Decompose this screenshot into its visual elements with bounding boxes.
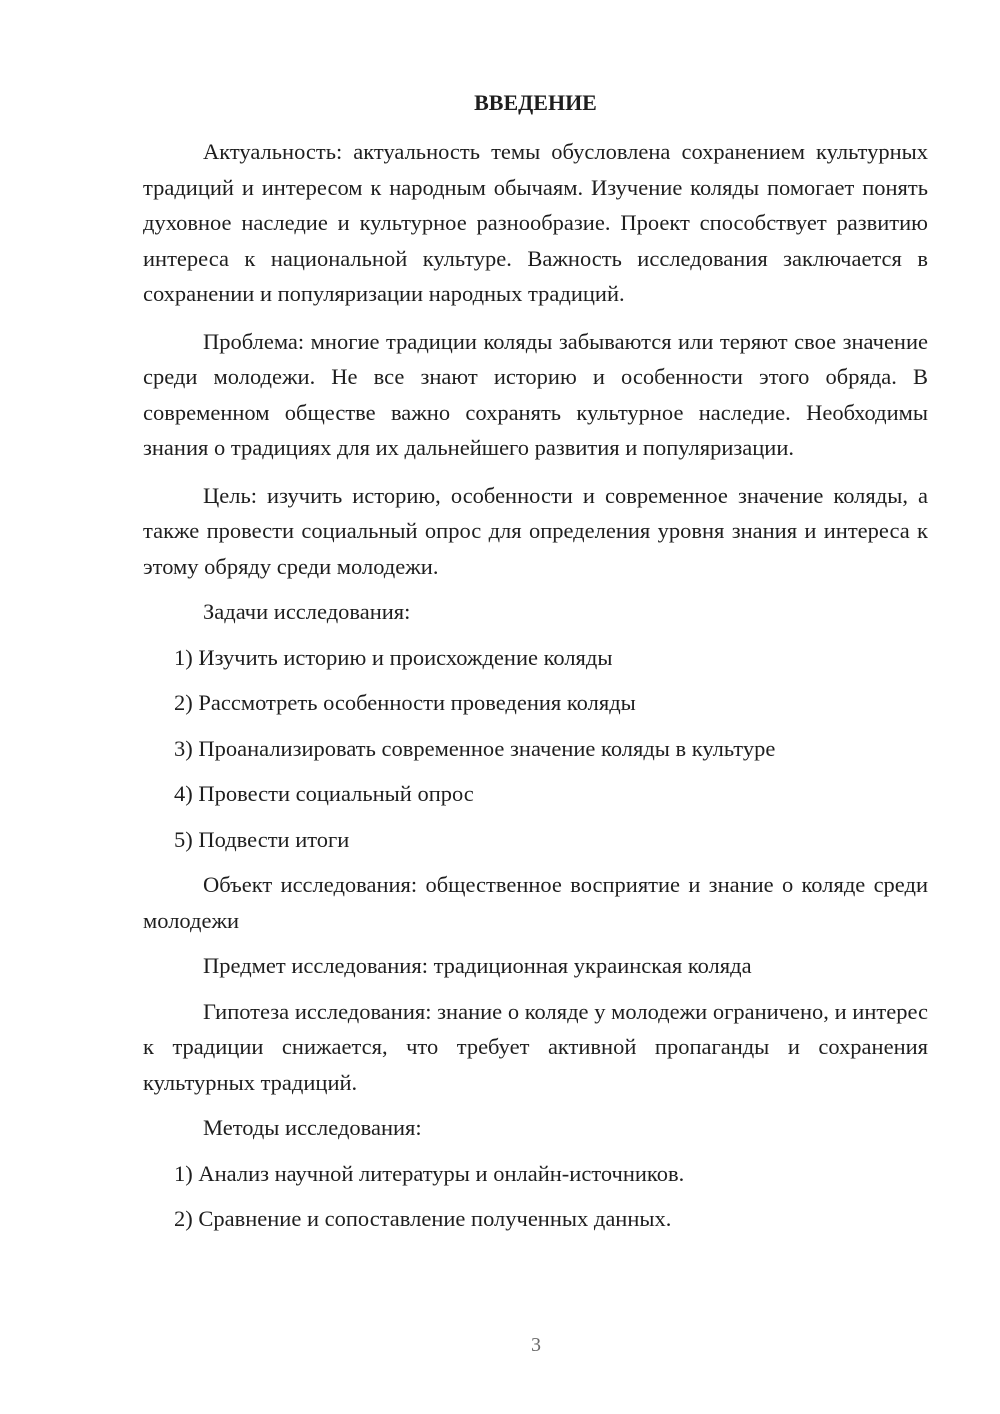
problem-paragraph: Проблема: многие традиции коляды забываются или теряют свое значение среди молодежи. Не все знают историю и особенности этого обряда. В современном обществе важно сохранять культурное наследие. Необходимы знания о традициях для их дальнейшего развития и популяризации.	[143, 328, 928, 460]
methods-heading: Методы исследования:	[203, 1115, 422, 1140]
list-item: 5) Подвести итоги	[174, 826, 350, 852]
list-item: 2) Сравнение и сопоставление полученных данных.	[174, 1206, 672, 1231]
list-item: 3) Проанализировать современное значение коляды в культуре	[174, 735, 776, 761]
subject-paragraph: Предмет исследования: традиционная украинская коляда	[203, 953, 752, 978]
list-item: 2) Рассмотреть особенности проведения коляды	[174, 690, 636, 715]
goal-paragraph: Цель: изучить историю, особенности и современное значение коляды, а также провести социальный опрос для определения уровня знания и интереса к этому обряду среди молодежи.	[143, 482, 928, 579]
tasks-heading: Задачи исследования:	[203, 599, 411, 624]
relevance-paragraph: Актуальность: актуальность темы обусловлена сохранением культурных традиций и интересом к народным обычаям. Изучение коляды помогает понять духовное наследие и культурное разнообразие. Проект способствует развитию интереса к национальной культуре. Важность исследования заключается в сохранении и популяризации народных традиций.	[143, 139, 928, 306]
list-item: 4) Провести социальный опрос	[174, 781, 474, 806]
list-item: 1) Изучить историю и происхождение коляды	[174, 644, 613, 670]
tasks-list	[143, 640, 928, 858]
section-title: ВВЕДЕНИЕ	[474, 90, 597, 115]
page-number: 3	[531, 1334, 541, 1356]
hypothesis-paragraph: Гипотеза исследования: знание о коляде у молодежи ограничено, и интерес к традиции снижается, что требует активной пропаганды и сохранения культурных традиций.	[143, 998, 928, 1095]
document-page	[143, 88, 928, 1237]
object-paragraph: Объект исследования: общественное восприятие и знание о коляде среди молодежи	[143, 872, 928, 933]
list-item: 1) Анализ научной литературы и онлайн-источников.	[174, 1160, 685, 1186]
methods-list	[143, 1156, 928, 1237]
